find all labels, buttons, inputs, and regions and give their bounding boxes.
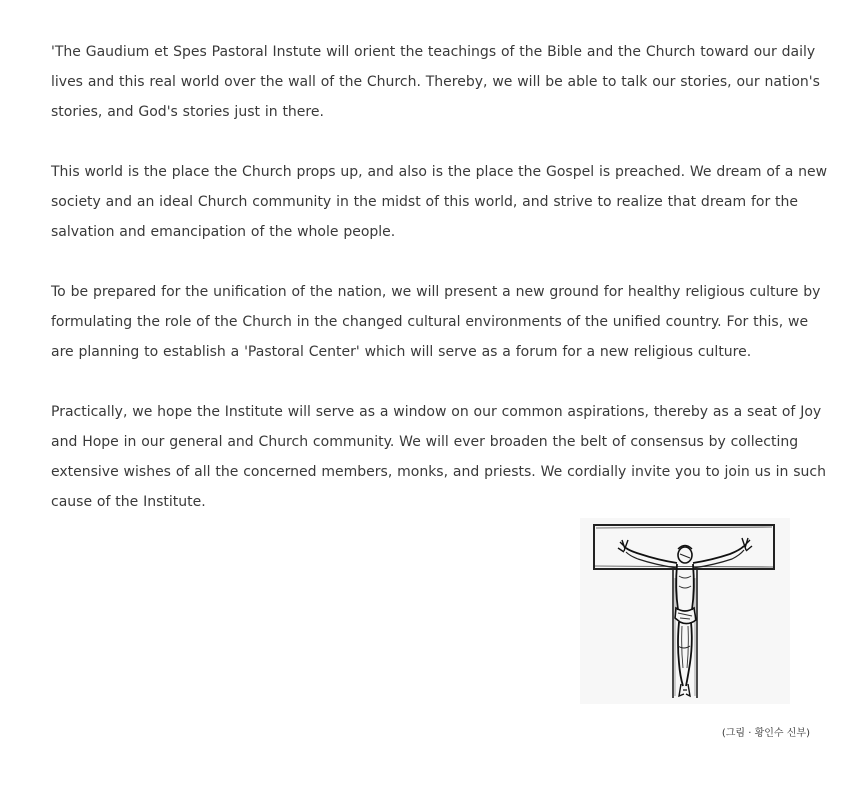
paragraph-3: To be prepared for the unification of the nation, we will present a new ground for healthy religious culture by formulating the role of the Church in the changed cultural environments of the unified country. For this, we are planning to establish a 'Pastoral Center' which will serve as a forum for a new religious culture. xyxy=(51,284,821,360)
crucifix-illustration xyxy=(580,518,790,704)
paragraph-1: 'The Gaudium et Spes Pastoral Instute will orient the teachings of the Bible and the Church toward our daily lives and this real world over the wall of the Church. Thereby, we will be able to talk our stories, our nation's stories, and God's stories just in there. xyxy=(51,44,820,120)
paragraph-2: This world is the place the Church props up, and also is the place the Gospel is preached. We dream of a new society and an ideal Church community in the midst of this world, and strive to realize that dream for the salvation and emancipation of the whole people. xyxy=(51,164,828,240)
figure-caption: (그림 · 황인수 신부) xyxy=(721,728,810,739)
paragraph-4: Practically, we hope the Institute will serve as a window on our common aspirations, thereby as a seat of Joy and Hope in our general and Church community. We will ever broaden the belt of consensus by collecting extensive wishes of all the concerned members, monks, and priests. We cordially invite you to join us in such cause of the Institute. xyxy=(51,404,826,510)
body-text xyxy=(51,37,831,547)
crucifix-sketch-icon xyxy=(580,518,790,704)
